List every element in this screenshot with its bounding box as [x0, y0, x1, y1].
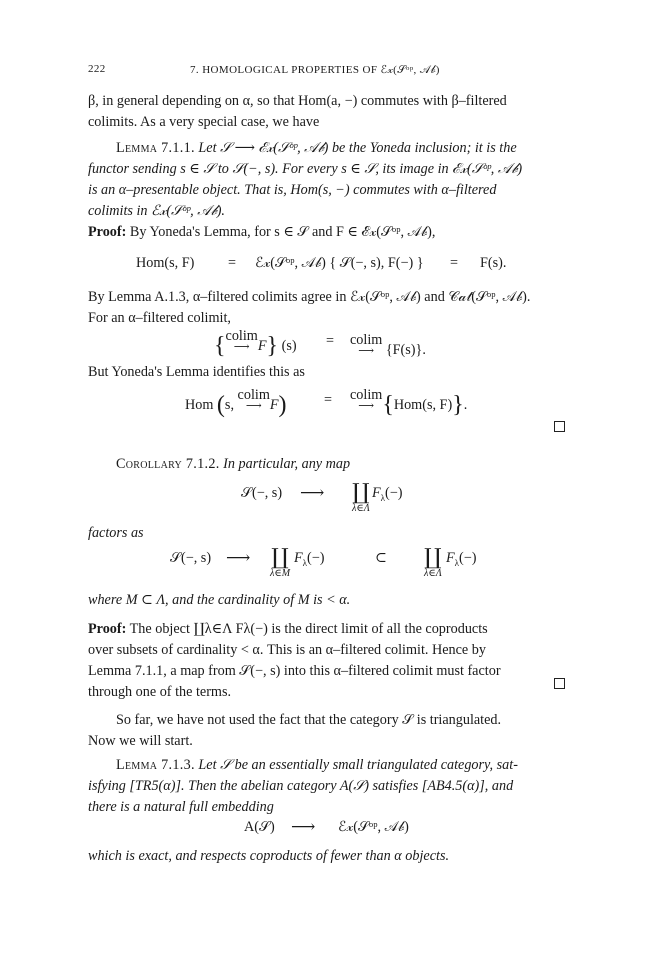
colim-arrow: ⟶	[233, 341, 250, 353]
proof-2: Proof: The object ∐λ∈Λ Fλ(−) is the direct limit of all the coproducts over subsets of cardinality < α. This is an α–filtered colimit. Hence by Lemma 7.1.1, a map from 𝒮(−, s) into this α–filtered colimit must factor through one of the terms.	[88, 621, 501, 700]
lemma-label: Lemma 7.1.1.	[116, 140, 195, 156]
lemma-7-1-3-end: which is exact, and respects coproducts of fewer than α objects.	[88, 848, 450, 864]
proof-1-text: By Lemma A.1.3, α–filtered colimits agree in ℰ𝓍(𝒮ᵒᵖ, 𝒜𝒷) and 𝒞𝒶𝓉(𝒮ᵒᵖ, 𝒜𝒷). For an α–filtered colimit,	[88, 289, 531, 326]
corollary-label: Corollary 7.1.2.	[116, 456, 220, 472]
qed-square	[554, 421, 565, 432]
paragraph-triangulated: So far, we have not used the fact that the category 𝒮 is triangulated. Now we will start.	[88, 712, 502, 749]
equation-factor: 𝒮(−, s) ⟶ ∐ λ∈M $F_\lambda(-)$ ⊂ ∐ λ∈Λ $F_\lambda(-)$	[170, 544, 477, 579]
equation-map: 𝒮(−, s) ⟶ ∐ λ∈Λ $F_\lambda(-)$	[241, 479, 403, 514]
qed-square	[554, 678, 565, 689]
corollary-where: where M ⊂ Λ, and the cardinality of M is < α.	[88, 592, 351, 608]
lemma-7-1-1: Lemma 7.1.1. Let 𝒮 ⟶ ℰ𝓍(𝒮ᵒᵖ, 𝒜𝒷) be the Yoneda inclusion; it is the functor sending s ∈ 𝒮 to 𝒮(−, s). For every s ∈ 𝒮, its image in ℰ𝓍(𝒮ᵒᵖ, 𝒜𝒷) is an α–presentable object. That is, Hom(s, −) commutes with α–filtered colimits in ℰ𝓍(𝒮ᵒᵖ, 𝒜𝒷).	[88, 140, 523, 219]
page-number: 222	[88, 63, 106, 75]
lemma-7-1-3: Lemma 7.1.3. Let 𝒮 be an essentially small triangulated category, sat- isfying [TR5(α)]. Then the abelian category A(𝒮) satisfies [AB4.5(α)], and there is a natural full embedding	[88, 757, 518, 815]
proof-1-text-2: But Yoneda's Lemma identifies this as	[88, 364, 305, 380]
running-title: 7. HOMOLOGICAL PROPERTIES OF ℰ𝓍(𝒮ᵒᵖ, 𝒜𝒷)	[190, 64, 440, 76]
coproduct-symbol: ∐	[352, 479, 370, 504]
proof-label: Proof:	[88, 621, 127, 637]
corollary-7-1-2: Corollary 7.1.2. In particular, any map	[116, 456, 351, 472]
proof-label: Proof:	[88, 224, 127, 240]
lemma-label: Lemma 7.1.3.	[116, 757, 195, 773]
factors-as: factors as	[88, 525, 144, 541]
proof-1-intro: Proof: By Yoneda's Lemma, for s ∈ 𝒮 and F ∈ ℰ𝓍(𝒮ᵒᵖ, 𝒜𝒷),	[88, 224, 436, 240]
intro-paragraph: β, in general depending on α, so that Hom(a, −) commutes with β–filtered colimits. As a very special case, we have	[88, 93, 507, 130]
